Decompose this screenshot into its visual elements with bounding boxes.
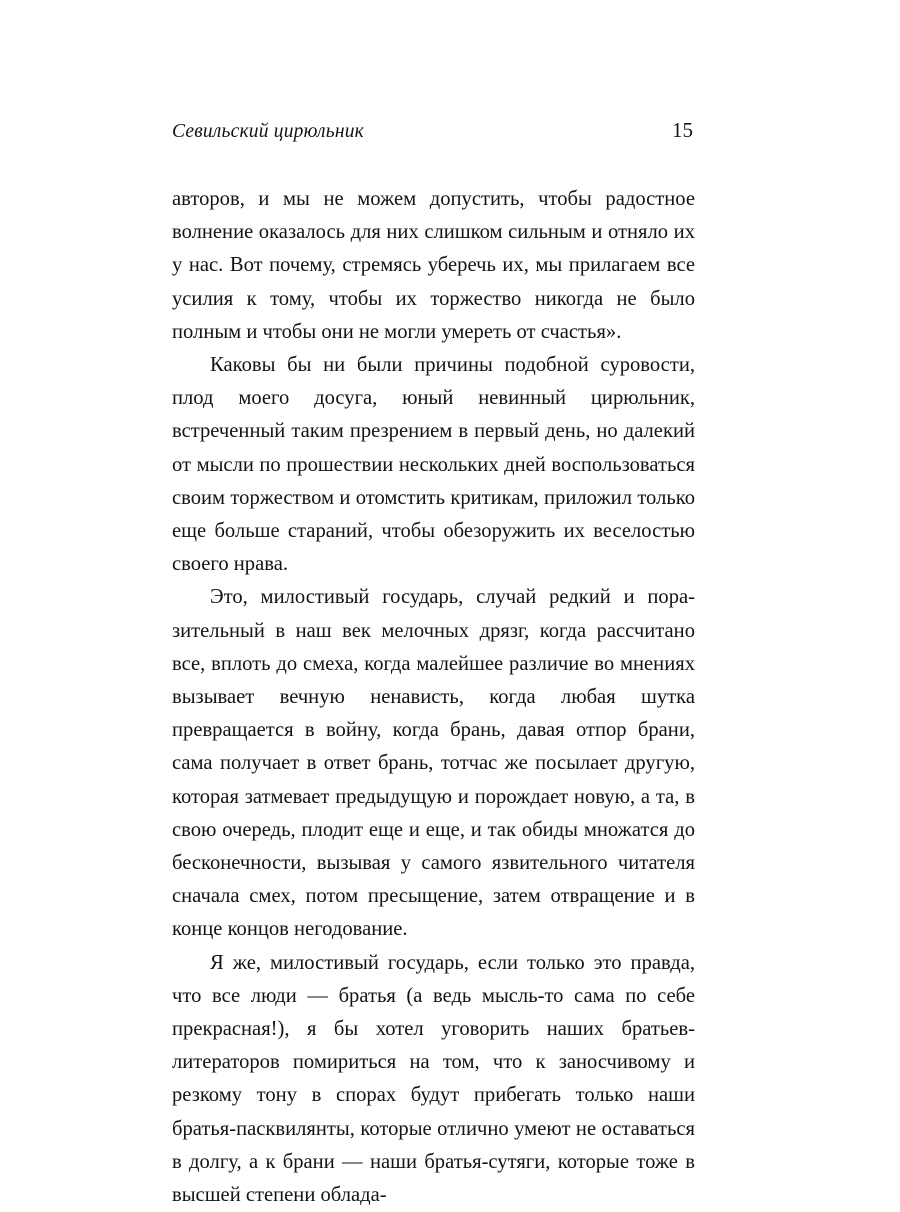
- paragraph: Это, милостивый государь, случай редкий и поразительный в наш век мелочных дрязг, когда рассчитано все, вплоть до смеха, когда малейшее различие во мнениях вызывает вечную ненависть, когда любая шутка превращается в войну, когда брань, давая отпор брани, сама получает в ответ брань, тотчас же посылает другую, которая затмевает предыдущую и порождает новую, а та, в свою очередь, плодит еще и еще, и так обиды множатся до бесконечности, вызывая у самого язвительного читателя сначала смех, потом пресыщение, затем отвращение и в конце концов негодование.: [172, 586, 695, 941]
- page-number: 15: [672, 118, 693, 142]
- paragraph: Я же, милостивый государь, если только это правда, что все люди — братья (а ведь мысль-то сама по себе прекрасная!), я бы хотел уговорить наших братьев-литераторов помириться на том, что к заносчивому и резкому тону в спорах будут прибегать только наши братья-пасквилянты, которые отлично умеют не оставаться в долгу, а к брани — наши братья-сутяги, которые тоже в высшей степени облада-: [172, 951, 695, 1207]
- running-head-title: Севильский цирюльник: [172, 121, 364, 142]
- paragraph: Каковы бы ни были причины подобной суровости, плод моего досуга, юный невинный цирюльник, встреченный таким презрением в первый день, но далекий от мысли по прошествии нескольких дней воспользоваться своим торжеством и отомстить критикам, приложил только еще больше стараний, чтобы обезоружить их веселостью своего нрава.: [172, 354, 695, 576]
- running-head: [172, 118, 695, 143]
- body-text: [172, 183, 695, 1212]
- paragraph: авторов, и мы не можем допустить, чтобы радостное волнение оказалось для них слишком сильным и отняло их у нас. Вот почему, стремясь уберечь их, мы прилагаем все усилия к тому, чтобы их торжество никогда не было полным и чтобы они не могли умереть от счастья».: [172, 188, 695, 343]
